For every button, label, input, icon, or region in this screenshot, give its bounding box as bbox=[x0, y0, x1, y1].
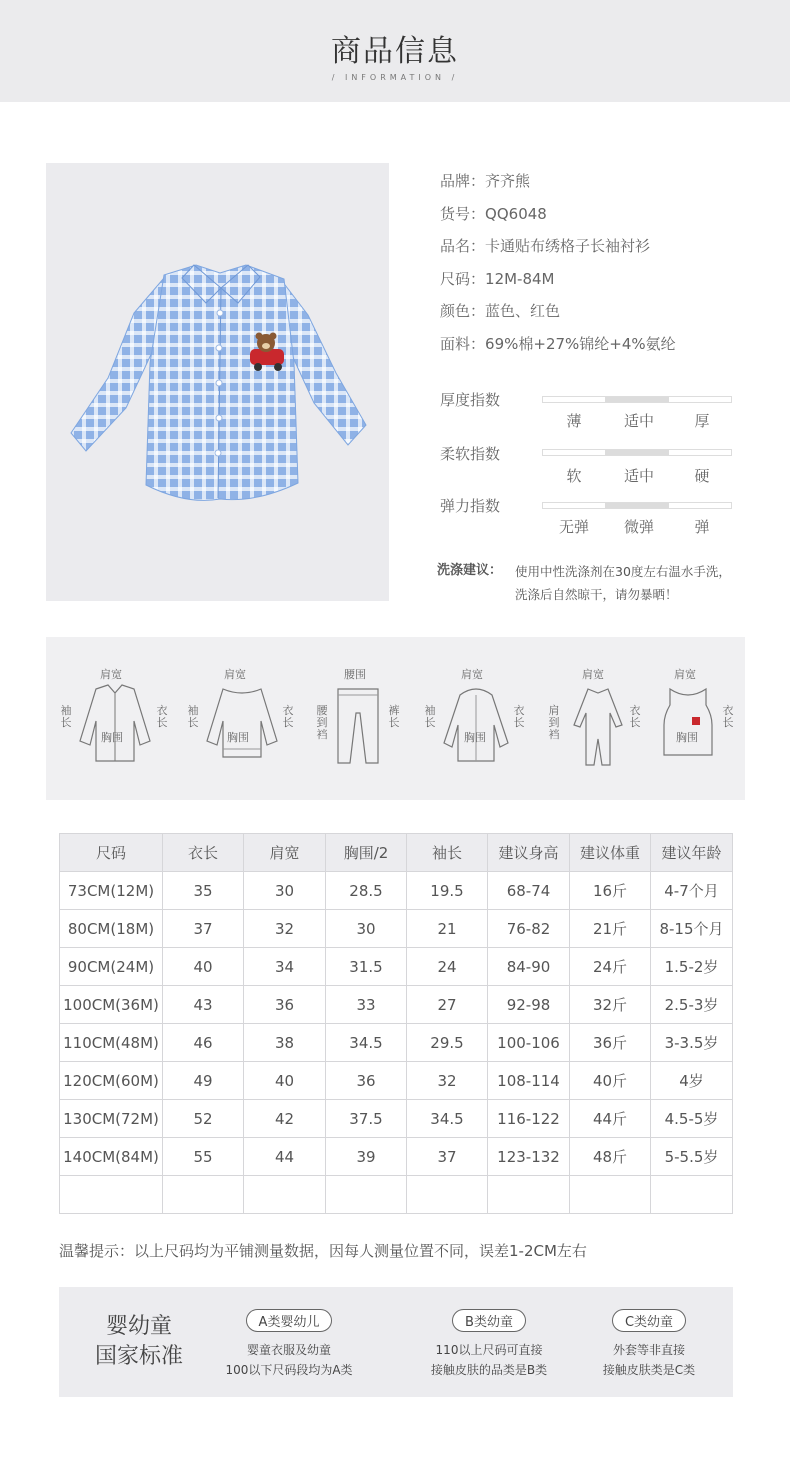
garment-shirt: 肩宽 袖长 衣长 胸围 bbox=[54, 637, 164, 800]
table-cell bbox=[163, 1176, 244, 1214]
table-cell: 92-98 bbox=[488, 986, 570, 1024]
elasticity-level: 无弹 bbox=[558, 518, 589, 536]
table-cell: 44斤 bbox=[570, 1100, 651, 1138]
size-tip: 温馨提示：以上尺码均为平铺测量数据，因每人测量位置不同，误差1-2CM左右 bbox=[59, 1242, 587, 1260]
table-cell bbox=[60, 1176, 163, 1214]
info-fabric: 面料：69%棉+27%锦纶+4%氨纶 bbox=[440, 334, 676, 353]
table-cell: 38 bbox=[244, 1024, 326, 1062]
table-header-cell: 尺码 bbox=[60, 834, 163, 872]
table-row bbox=[60, 986, 733, 1024]
pants-icon bbox=[332, 683, 384, 769]
romper-icon bbox=[570, 685, 626, 769]
table-cell: 48斤 bbox=[570, 1138, 651, 1176]
wash-advice-label: 洗涤建议： bbox=[437, 563, 503, 578]
table-cell: 32 bbox=[244, 910, 326, 948]
table-cell: 37 bbox=[407, 1138, 488, 1176]
info-product-name: 品名：卡通贴布绣格子长袖衬衫 bbox=[440, 237, 651, 255]
table-cell: 100CM(36M) bbox=[60, 986, 163, 1024]
table-cell: 1.5-2岁 bbox=[651, 948, 733, 986]
table-cell: 5-5.5岁 bbox=[651, 1138, 733, 1176]
softness-level: 软 bbox=[566, 467, 582, 485]
table-cell: 100-106 bbox=[488, 1024, 570, 1062]
infant-standard-panel bbox=[59, 1287, 733, 1397]
table-cell: 31.5 bbox=[326, 948, 407, 986]
table-cell bbox=[651, 1176, 733, 1214]
garment-hoodie: 肩宽 袖长 衣长 胸围 bbox=[420, 637, 530, 800]
table-cell: 16斤 bbox=[570, 872, 651, 910]
table-cell: 28.5 bbox=[326, 872, 407, 910]
table-row bbox=[60, 1062, 733, 1100]
sweater-icon bbox=[201, 685, 283, 765]
table-cell: 24斤 bbox=[570, 948, 651, 986]
table-cell bbox=[407, 1176, 488, 1214]
softness-level: 硬 bbox=[694, 467, 710, 485]
standard-title: 婴幼童 国家标准 bbox=[94, 1314, 183, 1369]
table-cell: 46 bbox=[163, 1024, 244, 1062]
table-cell: 140CM(84M) bbox=[60, 1138, 163, 1176]
table-cell bbox=[326, 1176, 407, 1214]
table-cell: 110CM(48M) bbox=[60, 1024, 163, 1062]
table-row bbox=[60, 910, 733, 948]
hoodie-icon bbox=[438, 687, 514, 769]
garment-romper: 肩宽 肩到裆 衣长 bbox=[540, 637, 650, 800]
table-row bbox=[60, 948, 733, 986]
table-cell: 24 bbox=[407, 948, 488, 986]
table-cell: 120CM(60M) bbox=[60, 1062, 163, 1100]
elasticity-level: 微弹 bbox=[623, 518, 654, 536]
softness-index-label: 柔软指数 bbox=[440, 445, 501, 463]
table-cell: 49 bbox=[163, 1062, 244, 1100]
table-cell: 43 bbox=[163, 986, 244, 1024]
class-b-badge: B类幼童 bbox=[452, 1309, 526, 1332]
info-item-number: 货号：QQ6048 bbox=[440, 204, 547, 223]
table-cell: 52 bbox=[163, 1100, 244, 1138]
class-a-badge: A类婴幼儿 bbox=[246, 1309, 333, 1332]
table-cell: 40斤 bbox=[570, 1062, 651, 1100]
thickness-level: 薄 bbox=[566, 412, 582, 430]
table-cell: 2.5-3岁 bbox=[651, 986, 733, 1024]
table-cell: 19.5 bbox=[407, 872, 488, 910]
table-cell: 130CM(72M) bbox=[60, 1100, 163, 1138]
section-header bbox=[0, 0, 790, 102]
table-cell: 3-3.5岁 bbox=[651, 1024, 733, 1062]
table-cell: 116-122 bbox=[488, 1100, 570, 1138]
table-row bbox=[60, 1138, 733, 1176]
table-header-cell: 袖长 bbox=[407, 834, 488, 872]
class-a: A类婴幼儿 婴童衣服及幼童 100以下尺码段均为A类 bbox=[209, 1309, 369, 1380]
table-row bbox=[60, 872, 733, 910]
thickness-level: 适中 bbox=[623, 412, 654, 430]
info-color: 颜色：蓝色、红色 bbox=[440, 302, 561, 320]
table-cell: 84-90 bbox=[488, 948, 570, 986]
table-cell: 76-82 bbox=[488, 910, 570, 948]
table-cell: 4.5-5岁 bbox=[651, 1100, 733, 1138]
table-cell: 36斤 bbox=[570, 1024, 651, 1062]
info-brand: 品牌：齐齐熊 bbox=[440, 172, 531, 190]
table-cell: 33 bbox=[326, 986, 407, 1024]
table-cell: 90CM(24M) bbox=[60, 948, 163, 986]
garment-pants: 腰围 腰到裆 裤长 bbox=[284, 637, 394, 800]
wash-advice-text: 使用中性洗涤剂在30度左右温水手洗， 洗涤后自然晾干，请勿暴晒！ bbox=[515, 564, 731, 602]
elasticity-index-label: 弹力指数 bbox=[440, 497, 501, 515]
table-row bbox=[60, 1100, 733, 1138]
table-header-cell: 胸围/2 bbox=[326, 834, 407, 872]
thickness-level: 厚 bbox=[694, 412, 710, 430]
table-header-row bbox=[60, 834, 733, 872]
table-cell: 37.5 bbox=[326, 1100, 407, 1138]
vest-icon bbox=[658, 685, 718, 761]
table-cell: 4-7个月 bbox=[651, 872, 733, 910]
table-cell: 36 bbox=[326, 1062, 407, 1100]
table-cell: 39 bbox=[326, 1138, 407, 1176]
table-cell: 8-15个月 bbox=[651, 910, 733, 948]
size-table bbox=[59, 833, 733, 1214]
class-c: C类幼童 外套等非直接 接触皮肤类是C类 bbox=[569, 1309, 729, 1380]
table-cell: 73CM(12M) bbox=[60, 872, 163, 910]
table-cell: 32斤 bbox=[570, 986, 651, 1024]
table-cell: 30 bbox=[244, 872, 326, 910]
page-subtitle: / INFORMATION / bbox=[331, 73, 459, 82]
plaid-shirt-image bbox=[46, 163, 389, 601]
table-header-cell: 建议身高 bbox=[488, 834, 570, 872]
garment-vest: 肩宽 衣长 胸围 bbox=[646, 637, 756, 800]
table-cell: 32 bbox=[407, 1062, 488, 1100]
table-row bbox=[60, 1024, 733, 1062]
table-cell: 35 bbox=[163, 872, 244, 910]
table-cell: 4岁 bbox=[651, 1062, 733, 1100]
table-cell: 44 bbox=[244, 1138, 326, 1176]
garment-sweater: 肩宽 袖长 衣长 胸围 bbox=[169, 637, 279, 800]
elasticity-level: 弹 bbox=[694, 518, 710, 536]
table-cell: 34.5 bbox=[407, 1100, 488, 1138]
table-cell: 30 bbox=[326, 910, 407, 948]
table-cell: 34.5 bbox=[326, 1024, 407, 1062]
table-cell: 80CM(18M) bbox=[60, 910, 163, 948]
page-title: 商品信息 bbox=[331, 34, 459, 69]
table-cell: 40 bbox=[244, 1062, 326, 1100]
table-cell: 68-74 bbox=[488, 872, 570, 910]
table-cell: 29.5 bbox=[407, 1024, 488, 1062]
table-cell: 40 bbox=[163, 948, 244, 986]
table-cell: 21斤 bbox=[570, 910, 651, 948]
table-cell: 34 bbox=[244, 948, 326, 986]
table-cell bbox=[244, 1176, 326, 1214]
table-header-cell: 衣长 bbox=[163, 834, 244, 872]
table-cell bbox=[570, 1176, 651, 1214]
info-size: 尺码：12M-84M bbox=[440, 269, 555, 288]
product-info-list bbox=[440, 170, 676, 365]
table-row bbox=[60, 1176, 733, 1214]
table-header-cell: 肩宽 bbox=[244, 834, 326, 872]
thickness-index-label: 厚度指数 bbox=[440, 391, 501, 409]
shirt-icon bbox=[74, 681, 156, 765]
table-header-cell: 建议体重 bbox=[570, 834, 651, 872]
table-cell: 36 bbox=[244, 986, 326, 1024]
softness-level: 适中 bbox=[623, 467, 654, 485]
table-cell: 108-114 bbox=[488, 1062, 570, 1100]
measurement-diagrams bbox=[46, 637, 745, 800]
table-cell: 27 bbox=[407, 986, 488, 1024]
softness-index-bar bbox=[542, 449, 732, 456]
product-photo bbox=[46, 163, 389, 601]
table-cell: 55 bbox=[163, 1138, 244, 1176]
table-header-cell: 建议年龄 bbox=[651, 834, 733, 872]
thickness-index-bar bbox=[542, 396, 732, 403]
class-c-badge: C类幼童 bbox=[612, 1309, 686, 1332]
table-cell: 21 bbox=[407, 910, 488, 948]
table-cell: 123-132 bbox=[488, 1138, 570, 1176]
table-cell: 42 bbox=[244, 1100, 326, 1138]
table-cell bbox=[488, 1176, 570, 1214]
table-cell: 37 bbox=[163, 910, 244, 948]
elasticity-index-bar bbox=[542, 502, 732, 509]
class-b: B类幼童 110以上尺码可直接 接触皮肤的品类是B类 bbox=[409, 1309, 569, 1380]
